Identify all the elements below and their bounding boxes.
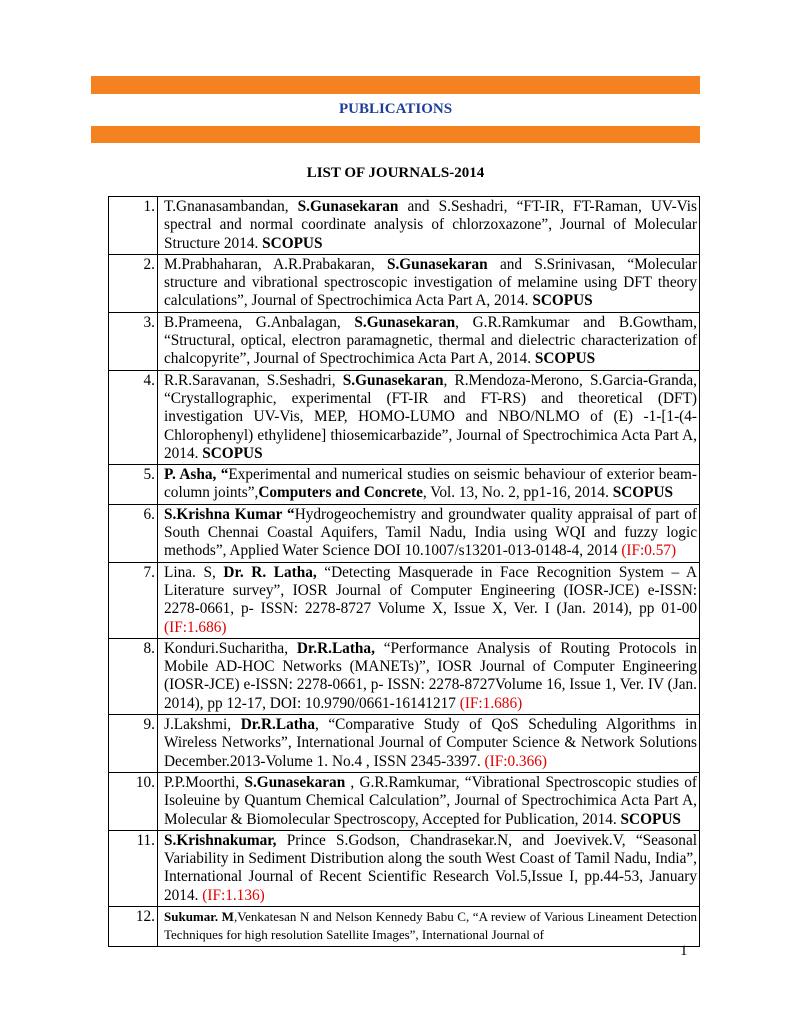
citation-text: Hydrogeochemistry and groundwater quality appraisal of part of South Chennai Coastal Aquifers, Tamil Nadu, India using WQI and fuzzy logic methods”, Applied Water Science DOI 10.1007/s13201-013-0148-4, 2014 (164, 505, 697, 560)
entry-number: 12. (109, 906, 158, 946)
entry-number: 5. (109, 465, 158, 505)
table-row (109, 562, 700, 638)
impact-factor: (IF:1.686) (459, 694, 523, 712)
table-row (109, 772, 700, 830)
table-row (109, 504, 700, 562)
entry-number: 4. (109, 370, 158, 464)
bold-segment: SCOPUS (202, 444, 263, 462)
table-row (109, 830, 700, 906)
citation-text: B.Prameena, G.Anbalagan, (164, 313, 355, 331)
citation-text: Konduri.Sucharitha, (164, 639, 297, 657)
bold-segment: SCOPUS (532, 292, 593, 310)
bottom-orange-bar (91, 126, 700, 143)
table-row (109, 465, 700, 505)
entry-number: 11. (109, 830, 158, 906)
entry-number: 9. (109, 715, 158, 773)
citation-text: , “Comparative Study of QoS Scheduling Algorithms in Wireless Networks”, International Journal of Computer Science & Network Solutions December.2013-Volume 1. No.4 , ISSN 2345-3397. (164, 716, 697, 770)
bold-segment: Computers and Concrete (258, 484, 423, 502)
bold-segment: S.Gunasekaran (297, 198, 399, 215)
bold-segment: S.Krishnakumar, (164, 831, 277, 849)
entry-citation (158, 772, 700, 830)
page-heading: PUBLICATIONS (338, 101, 453, 117)
citation-text: Lina. S, (164, 563, 224, 581)
citation-text: R.R.Saravanan, S.Seshadri, (164, 371, 343, 389)
entry-citation (158, 197, 700, 255)
entry-citation (158, 830, 700, 906)
bold-segment: Dr.R.Latha, (296, 639, 375, 657)
bold-segment: S.Gunasekaran (354, 313, 456, 331)
citation-text: P.P.Moorthi, (164, 773, 245, 791)
bold-segment: S.Gunasekaran (386, 255, 488, 273)
citation-text: ,Venkatesan N and Nelson Kennedy Babu C, “A review of Various Lineament Detection Techniques for high resolution Satellite Images”, International Journal of (164, 908, 697, 943)
entry-citation (158, 254, 700, 312)
entry-number: 8. (109, 638, 158, 714)
entry-citation (158, 562, 700, 638)
bold-segment: SCOPUS (612, 484, 674, 502)
table-row (109, 638, 700, 714)
bold-segment: SCOPUS (262, 234, 323, 252)
citation-text: and S.Seshadri, “FT-IR, FT-Raman, UV-Vis spectral and normal coordinate analysis of chlorzoxazone”, Journal of Molecular Structure 2014. (164, 198, 697, 252)
entry-number: 6. (109, 504, 158, 562)
bold-segment: SCOPUS (620, 810, 681, 828)
citation-text: M.Prabhaharan, A.R.Prabakaran, (164, 255, 387, 273)
table-row (109, 312, 700, 370)
citation-text: , R.Mendoza-Merono, S.Garcia-Granda, “Crystallographic, experimental (FT-IR and FT-RS) and theoretical (DFT) investigation UV-Vis, MEP, HOMO-LUMO and NBO/NLMO of (E) -1-[1-(4-Chlorophenyl) ethylidene] thiosemicarbazide”, Journal of Spectrochimica Acta Part A, 2014. (164, 371, 697, 462)
entry-number: 7. (109, 562, 158, 638)
entry-number: 1. (109, 197, 158, 255)
citation-text: Experimental and numerical studies on seismic behaviour of exterior beam-column joints”, (164, 466, 697, 502)
bold-segment: S.Gunasekaran (342, 371, 444, 389)
table-row (109, 254, 700, 312)
journal-table-body (109, 197, 700, 947)
impact-factor: (IF:0.366) (484, 752, 547, 770)
citation-text: “Performance Analysis of Routing Protocols in Mobile AD-HOC Networks (MANETs)”, IOSR Journal of Computer Engineering (IOSR-JCE) e-ISSN: 2278-0661, p- ISSN: 2278-8727Volume 16, Issue 1, Ver. IV (Jan. 2014), pp 12-17, DOI: 10.9790/0661-16141217 (164, 639, 697, 712)
citation-text: Prince S.Godson, Chandrasekar.N, and Joevivek.V, “Seasonal Variability in Sediment Distribution along the south West Coast of Tamil Nadu, India”, International Journal of Recent Scientific Research Vol.5,Issue I, pp.44-53, January 2014. (164, 831, 697, 904)
citation-text: , G.R.Ramkumar, “Vibrational Spectroscopic studies of Isoleuine by Quantum Chemical Calculation”, Journal of Spectrochimica Acta Part A, Molecular & Biomolecular Spectroscopy, Accepted for Publication, 2014. (164, 773, 698, 828)
bold-segment: Dr.R.Latha (240, 716, 315, 734)
bold-segment: S.Gunasekaran (244, 773, 346, 791)
bold-segment: P. Asha, “ (164, 466, 229, 484)
bold-segment: SCOPUS (534, 350, 596, 368)
citation-text: and S.Srinivasan, “Molecular structure and vibrational spectroscopic investigation of melamine using DFT theory calculations”, Journal of Spectrochimica Acta Part A, 2014. (164, 255, 697, 310)
table-row (109, 906, 700, 946)
entry-citation (158, 715, 700, 773)
entry-citation (158, 465, 700, 505)
impact-factor: (IF:1.136) (202, 886, 265, 904)
entry-citation (158, 638, 700, 714)
citation-text: “Detecting Masquerade in Face Recognition System – A Literature survey”, IOSR Journal of Computer Engineering (IOSR-JCE) e-ISSN: 2278-0661, p- ISSN: 2278-8727 Volume X, Issue X, Ver. I (Jan. 2014), pp 01-00 (164, 563, 698, 618)
bold-segment: S.Krishna Kumar “ (164, 505, 295, 523)
journal-table (108, 196, 700, 947)
table-row (109, 715, 700, 773)
citation-text: , G.R.Ramkumar and B.Gowtham, “Structural, optical, electron paramagnetic, thermal and dielectric characterization of chalcopyrite”, Journal of Spectrochimica Acta Part A, 2014. (164, 313, 697, 368)
top-orange-bar (91, 76, 700, 94)
impact-factor: (IF:0.57) (621, 542, 677, 560)
page-number: 1 (680, 943, 688, 959)
impact-factor: (IF:1.686) (164, 618, 227, 636)
entry-citation (158, 370, 700, 464)
entry-number: 3. (109, 312, 158, 370)
entry-citation (158, 906, 700, 946)
bold-segment: Dr. R. Latha, (223, 563, 317, 581)
section-subheading: LIST OF JOURNALS-2014 (306, 165, 485, 181)
entry-number: 10. (109, 772, 158, 830)
entry-citation (158, 504, 700, 562)
citation-text: T.Gnanasambandan, (164, 198, 298, 215)
table-row (109, 197, 700, 255)
citation-text: , Vol. 13, No. 2, pp1-16, 2014. (422, 484, 613, 502)
table-row (109, 370, 700, 464)
entry-number: 2. (109, 254, 158, 312)
entry-citation (158, 312, 700, 370)
bold-segment: Sukumar. M (164, 908, 234, 924)
citation-text: J.Lakshmi, (164, 716, 241, 734)
